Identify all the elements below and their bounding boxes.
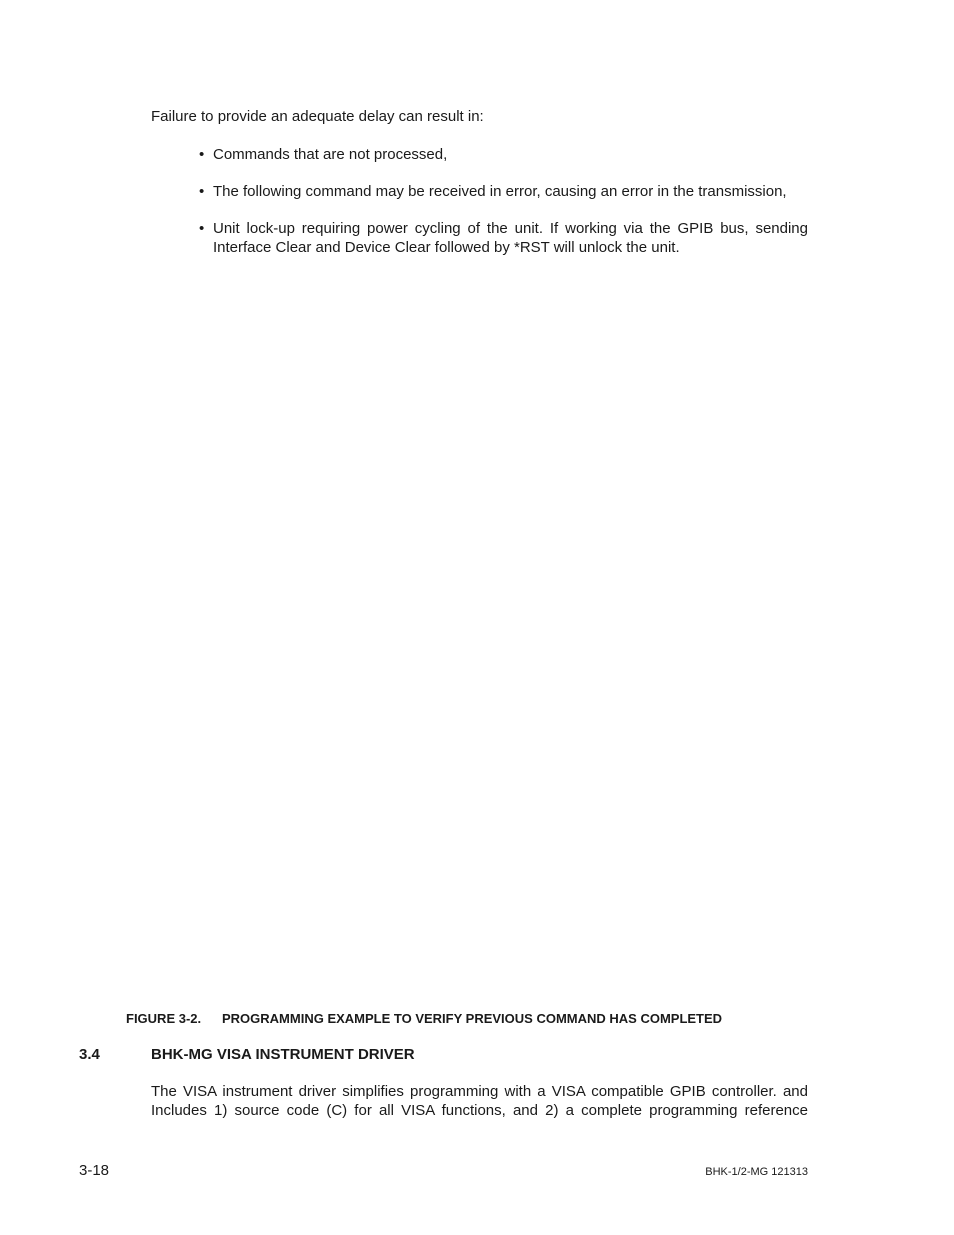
section-paragraph-line: The VISA instrument driver simplifies programming with a VISA compatible GPIB controller. and [151,1083,808,1100]
document-id: BHK-1/2-MG 121313 [705,1166,808,1178]
bullet-text: The following command may be received in error, causing an error in the transmission, [213,183,787,200]
figure-number: FIGURE 3-2. [126,1011,202,1026]
section-heading [79,1045,415,1064]
intro-paragraph: Failure to provide an adequate delay can result in: [151,108,484,125]
bullet-item [199,182,808,201]
bullet-item [199,219,808,257]
section-title: BHK-MG VISA INSTRUMENT DRIVER [151,1046,415,1063]
figure-title: PROGRAMMING EXAMPLE TO VERIFY PREVIOUS COMMAND HAS COMPLETED [222,1011,723,1026]
bullet-icon: • [199,220,205,237]
page-number: 3-18 [79,1162,110,1179]
bullet-icon: • [199,146,205,163]
bullet-text: Unit lock-up requiring power cycling of the unit. If working via the GPIB bus, sending Interface Clear and Device Clear followed by *RST will unlock the unit. [213,220,808,256]
bullet-item [199,145,808,164]
section-number: 3.4 [79,1046,100,1063]
section-paragraph-line: Includes 1) source code (C) for all VISA functions, and 2) a complete programming reference [151,1102,808,1119]
bullet-text: Commands that are not processed, [213,146,448,163]
bullet-icon: • [199,183,205,200]
section-paragraph [151,1082,808,1120]
figure-caption [126,1011,722,1027]
